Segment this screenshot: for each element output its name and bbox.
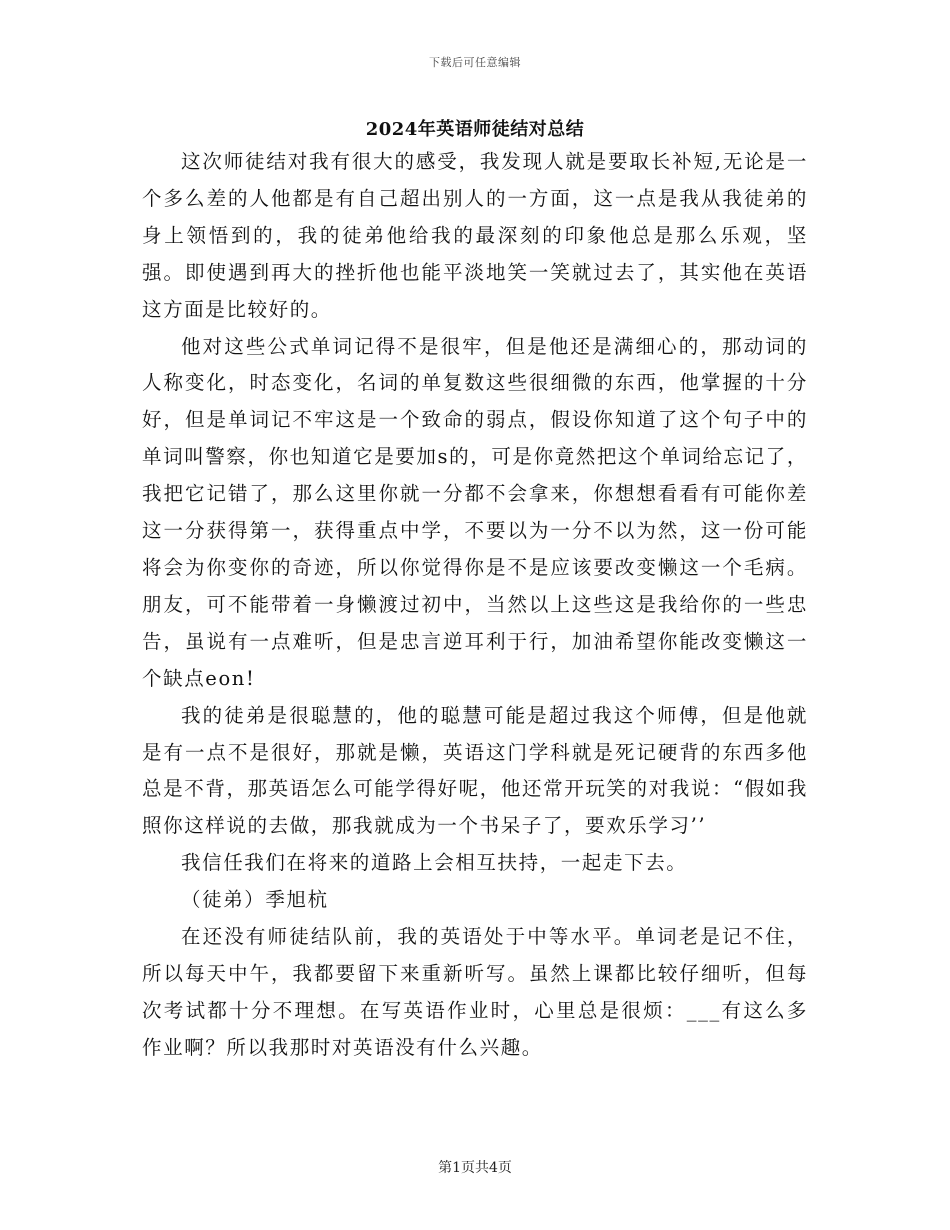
paragraph-1: 这次师徒结对我有很大的感受，我发现人就是要取长补短,无论是一个多么差的人他都是有自己超出别人的一方面，这一点是我从我徒弟的身上领悟到的，我的徒弟他给我的最深刻的印象他总是那么乐观，坚强。即使遇到再大的挫折他也能平淡地笑一笑就过去了，其实他在英语这方面是比较好的。 xyxy=(142,150,808,321)
paragraph-2: 他对这些公式单词记得不是很牢，但是他还是满细心的，那动词的人称变化，时态变化，名词的单复数这些很细微的东西，他掌握的十分好，但是单词记不牢这是一个致命的弱点，假设你知道了这个句子中的单词叫警察，你也知道它是要加s的，可是你竟然把这个单词给忘记了，我把它记错了，那么这里你就一分都不会拿来，你想想看看有可能你差这一分获得第一，获得重点中学，不要以为一分不以为然，这一份可能将会为你变你的奇迹，所以你觉得你是不是应该要改变懒这一个毛病。朋友，可不能带着一身懒渡过初中，当然以上这些这是我给你的一些忠告，虽说有一点难听，但是忠言逆耳利于行，加油希望你能改变懒这一个缺点eon! xyxy=(142,334,808,690)
page-header-note: 下载后可任意编辑 xyxy=(429,56,521,69)
apprentice-signature: （徒弟）季旭杭 xyxy=(181,888,329,912)
page-number: 第1页共4页 xyxy=(438,1160,512,1176)
document-body xyxy=(142,144,808,1067)
paragraph-4: 我信任我们在将来的道路上会相互扶持，一起走下去。 xyxy=(181,851,688,875)
paragraph-5: 在还没有师徒结队前，我的英语处于中等水平。单词老是记不住，所以每天中午，我都要留下来重新听写。虽然上课都比较仔细听，但每次考试都十分不理想。在写英语作业时，心里总是很烦：___有这么多作业啊？所以我那时对英语没有什么兴趣。 xyxy=(142,925,808,1059)
paragraph-3: 我的徒弟是很聪慧的，他的聪慧可能是超过我这个师傅，但是他就是有一点不是很好，那就是懒，英语这门学科就是死记硬背的东西多他总是不背，那英语怎么可能学得好呢，他还常开玩笑的对我说：“假如我照你这样说的去做，那我就成为一个书呆子了，要欢乐学习’’ xyxy=(142,703,808,838)
document-title: 2024年英语师徒结对总结 xyxy=(365,119,585,140)
